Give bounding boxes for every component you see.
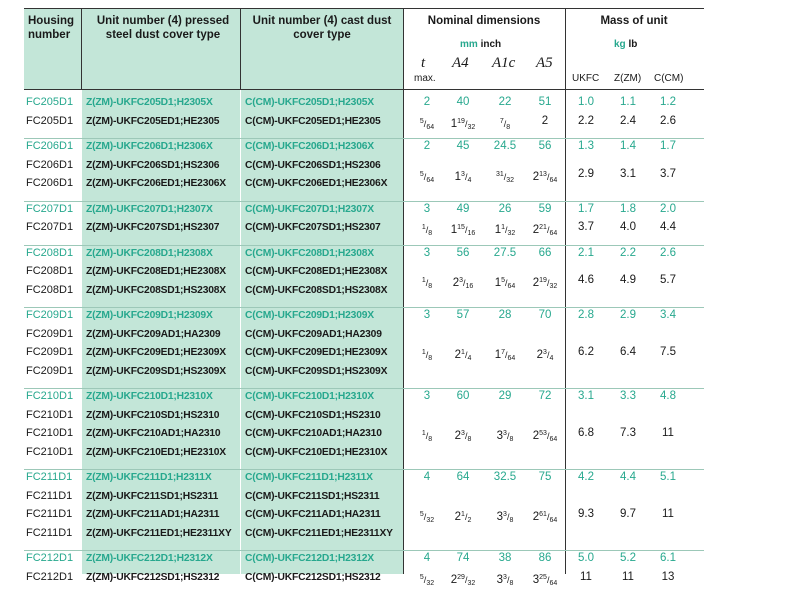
mass-zzm-kg-cell: 2.9: [620, 309, 636, 321]
housing-header-text: Housing number: [28, 15, 74, 41]
housing-header: [28, 14, 82, 42]
mass-ccm-kg-cell: 4.8: [660, 390, 676, 402]
mass-ccm-kg-cell: 2.0: [660, 202, 676, 215]
pressed-unit-number-cell: Z(ZM)-UKFC206ED1;HE2306X: [86, 178, 226, 189]
t-max-label: max.: [414, 73, 436, 84]
dim-a4-mm-cell: 60: [456, 390, 470, 402]
cast-unit-number-cell: C(CM)-UKFC209AD1;HA2309: [245, 328, 382, 340]
cast-unit-number-cell: C(CM)-UKFC207D1;H2307X: [245, 203, 374, 215]
group-separator: [24, 550, 704, 551]
mass-ccm-lb-cell: 2.6: [660, 114, 676, 127]
dim-a1c-mm-cell: 27.5: [493, 246, 517, 259]
mass-zzm-kg-cell: 4.4: [620, 471, 636, 483]
lb-label: lb: [628, 39, 638, 50]
mass-ukfc-lb-cell: 2.2: [578, 114, 594, 127]
pressed-unit-number-cell: Z(ZM)-UKFC208ED1;HE2308X: [86, 266, 226, 277]
mass-zzm-lb-cell: 3.1: [620, 167, 636, 180]
dim-a1c-inch-cell: $3^3/8$: [496, 430, 514, 443]
nominal-header-text: Nominal dimensions: [427, 15, 541, 27]
dim-t-inch-cell: $^1$/8: [421, 349, 433, 362]
housing-number-cell: FC209D1: [26, 327, 74, 340]
zzm-label: Z(ZM): [614, 73, 642, 84]
housing-number-cell: FC212D1: [26, 570, 74, 583]
dim-a5-mm-cell: 72: [538, 390, 552, 402]
dim-a1c-inch-cell: $1^5/64$: [494, 277, 516, 291]
housing-number-cell: FC205D1: [26, 96, 74, 108]
mass-zzm-lb-cell: 11: [622, 570, 634, 583]
header-divider-4: [565, 8, 566, 574]
cast-unit-number-cell: C(CM)-UKFC210D1;H2310X: [245, 391, 374, 402]
cast-unit-number-cell: C(CM)-UKFC207SD1;HS2307: [245, 222, 381, 233]
mass-zzm-kg-cell: 1.4: [620, 140, 636, 152]
cast-unit-number-cell: C(CM)-UKFC208SD1;HS2308X: [245, 284, 388, 296]
pressed-unit-number-cell: Z(ZM)-UKFC210D1;H2310X: [86, 391, 213, 402]
mass-ukfc-lb-cell: 2.9: [578, 167, 594, 180]
dim-a5-inch-cell: $2^{53}/64$: [532, 430, 558, 443]
mass-ukfc-kg-cell: 1.7: [578, 202, 594, 215]
mass-header-text: Mass of unit: [600, 15, 668, 27]
cast-unit-number-cell: C(CM)-UKFC205D1;H2305X: [245, 97, 374, 108]
dim-t-inch-cell: $^1$/8: [421, 430, 433, 443]
dim-a5-inch-cell: $2^{19}/32$: [532, 277, 558, 291]
mass-ccm-kg-cell: 5.1: [660, 471, 676, 483]
unit-kg-lb: [614, 39, 637, 50]
ukfc-label: UKFC: [572, 73, 600, 84]
pressed-unit-number-cell: Z(ZM)-UKFC210AD1;HA2310: [86, 428, 221, 439]
mass-ukfc-lb-cell: 4.6: [578, 274, 594, 287]
group-separator: [24, 138, 704, 139]
pressed-unit-number-cell: Z(ZM)-UKFC209ED1;HE2309X: [86, 347, 226, 358]
housing-number-cell: FC206D1: [26, 177, 74, 189]
nominal-header: [404, 14, 564, 28]
pressed-unit-number-cell: Z(ZM)-UKFC210ED1;HE2310X: [86, 446, 226, 458]
mass-ccm-lb-cell: 3.7: [660, 167, 676, 180]
mass-ccm-kg-cell: 1.7: [660, 140, 676, 152]
mass-zzm-lb-cell: 4.9: [620, 274, 636, 287]
dim-t-inch-cell: $^5$/32: [419, 511, 435, 524]
pressed-unit-number-cell: Z(ZM)-UKFC209SD1;HS2309X: [86, 365, 226, 377]
dim-a1c-inch-cell: $1^1/32$: [494, 224, 516, 237]
cast-unit-number-cell: C(CM)-UKFC209D1;H2309X: [245, 310, 374, 321]
mass-ukfc-lb-cell: 6.8: [578, 427, 594, 439]
mass-zzm-lb-cell: 2.4: [620, 114, 636, 127]
housing-number-cell: FC206D1: [26, 158, 74, 171]
dim-a4-mm-cell: 64: [456, 471, 470, 483]
mass-ukfc-kg-cell: 5.0: [578, 552, 594, 564]
mass-zzm-kg-cell: 1.8: [620, 202, 636, 215]
dim-t-inch-cell: $^5$/64: [419, 170, 435, 184]
cast-unit-number-cell: C(CM)-UKFC206ED1;HE2306X: [245, 178, 388, 189]
housing-number-cell: FC210D1: [26, 427, 74, 439]
mass-ukfc-lb-cell: 11: [580, 570, 592, 583]
cast-unit-number-cell: C(CM)-UKFC208ED1;HE2308X: [245, 266, 388, 277]
mass-ukfc-kg-cell: 1.0: [578, 96, 594, 108]
cast-header: [248, 14, 396, 42]
pressed-unit-number-cell: Z(ZM)-UKFC205D1;H2305X: [86, 97, 213, 108]
pressed-unit-number-cell: Z(ZM)-UKFC210SD1;HS2310: [86, 409, 220, 421]
dim-a4-inch-cell: $1^{19}/32$: [450, 117, 476, 131]
header-divider-3: [403, 8, 404, 574]
dim-a5-mm-cell: 59: [538, 202, 552, 215]
group-separator: [24, 201, 704, 202]
dim-t-mm-cell: 2: [423, 96, 431, 108]
pressed-unit-number-cell: Z(ZM)-UKFC206D1;H2306X: [86, 141, 213, 152]
cast-unit-number-cell: C(CM)-UKFC210ED1;HE2310X: [245, 446, 388, 458]
mass-ccm-lb-cell: 4.4: [660, 221, 676, 233]
mass-zzm-kg-cell: 2.2: [620, 246, 636, 259]
housing-number-cell: FC208D1: [26, 265, 74, 277]
housing-number-cell: FC211D1: [26, 526, 73, 539]
pressed-unit-number-cell: Z(ZM)-UKFC212D1;H2312X: [86, 553, 213, 564]
mass-ukfc-kg-cell: 1.3: [578, 140, 594, 152]
dim-a1c-mm-cell: 28: [498, 309, 512, 321]
dim-a5-mm-cell: 86: [538, 552, 552, 564]
cast-unit-number-cell: C(CM)-UKFC210AD1;HA2310: [245, 428, 382, 439]
housing-number-cell: FC207D1: [26, 221, 74, 233]
mm-label: mm: [460, 39, 478, 50]
mass-zzm-kg-cell: 5.2: [620, 552, 636, 564]
housing-number-cell: FC207D1: [26, 202, 74, 215]
pressed-unit-number-cell: Z(ZM)-UKFC207SD1;HS2307: [86, 222, 220, 233]
a5-text: A5: [536, 55, 553, 71]
housing-number-cell: FC212D1: [26, 552, 74, 564]
dim-t-mm-cell: 3: [423, 202, 431, 215]
cast-unit-number-cell: C(CM)-UKFC209ED1;HE2309X: [245, 347, 388, 358]
cast-unit-number-cell: C(CM)-UKFC206SD1;HS2306: [245, 159, 381, 171]
group-separator: [24, 388, 704, 389]
mass-ukfc-kg-cell: 2.1: [578, 246, 594, 259]
dim-t-mm-cell: 3: [423, 309, 431, 321]
dim-a4-inch-cell: $2^1/4$: [454, 349, 472, 362]
group-separator: [24, 307, 704, 308]
pressed-unit-number-cell: Z(ZM)-UKFC207D1;H2307X: [86, 203, 213, 215]
a1c-text: A1c: [492, 55, 516, 71]
mass-ccm-kg-cell: 3.4: [660, 309, 676, 321]
pressed-unit-number-cell: Z(ZM)-UKFC209D1;H2309X: [86, 310, 213, 321]
dim-a5-inch-cell: $2^{21}/64$: [532, 224, 558, 237]
cast-unit-number-cell: C(CM)-UKFC211D1;H2311X: [245, 472, 373, 483]
dim-t-mm-cell: 2: [423, 140, 431, 152]
cast-unit-number-cell: C(CM)-UKFC212SD1;HS2312: [245, 571, 381, 583]
cast-unit-number-cell: C(CM)-UKFC205ED1;HE2305: [245, 115, 381, 127]
cast-unit-number-cell: C(CM)-UKFC208D1;H2308X: [245, 247, 374, 259]
header-divider-2: [240, 8, 241, 89]
a5-symbol: [536, 55, 553, 72]
dim-t-inch-cell: $^1$/8: [421, 277, 433, 291]
cast-unit-number-cell: C(CM)-UKFC206D1;H2306X: [245, 141, 374, 152]
dim-a4-mm-cell: 45: [456, 140, 470, 152]
housing-number-cell: FC211D1: [26, 508, 73, 520]
dim-t-mm-cell: 3: [423, 390, 431, 402]
dim-a5-mm-cell: 56: [538, 140, 552, 152]
dim-a4-mm-cell: 40: [456, 96, 470, 108]
pressed-unit-number-cell: Z(ZM)-UKFC205ED1;HE2305: [86, 115, 220, 127]
pressed-unit-number-cell: Z(ZM)-UKFC212SD1;HS2312: [86, 571, 220, 583]
group-separator: [24, 245, 704, 246]
mass-zzm-lb-cell: 4.0: [620, 221, 636, 233]
cast-unit-number-cell: C(CM)-UKFC211AD1;HA2311: [245, 509, 381, 520]
dim-a1c-inch-cell: $3^3/8$: [496, 573, 514, 587]
pressed-unit-number-cell: Z(ZM)-UKFC211SD1;HS2311: [86, 490, 219, 502]
dim-a5-mm-cell: 75: [538, 471, 552, 483]
dim-a4-inch-cell: $2^{29}/32$: [450, 573, 476, 587]
mass-ccm-lb-cell: 11: [662, 427, 674, 439]
mass-ukfc-kg-cell: 4.2: [578, 471, 594, 483]
dim-a5-inch-cell: 2: [541, 114, 549, 127]
unit-mm-inch: [460, 39, 501, 50]
cast-unit-number-cell: C(CM)-UKFC210SD1;HS2310: [245, 409, 381, 421]
housing-number-cell: FC211D1: [26, 471, 73, 483]
housing-number-cell: FC210D1: [26, 390, 74, 402]
mass-zzm-lb-cell: 7.3: [620, 427, 636, 439]
dim-t-mm-cell: 4: [423, 552, 431, 564]
cast-unit-number-cell: C(CM)-UKFC209SD1;HS2309X: [245, 365, 388, 377]
housing-number-cell: FC205D1: [26, 114, 74, 127]
mass-zzm-kg-cell: 3.3: [620, 390, 636, 402]
cast-unit-number-cell: C(CM)-UKFC211ED1;HE2311XY: [245, 527, 393, 539]
pressed-unit-number-cell: Z(ZM)-UKFC211ED1;HE2311XY: [86, 527, 232, 539]
housing-number-cell: FC209D1: [26, 346, 74, 358]
mass-ukfc-kg-cell: 2.8: [578, 309, 594, 321]
kg-label: kg: [614, 39, 626, 50]
dim-a1c-mm-cell: 26: [498, 202, 512, 215]
housing-number-cell: FC210D1: [26, 408, 74, 421]
housing-number-cell: FC211D1: [26, 489, 73, 502]
dim-t-inch-cell: $^5$/64: [419, 117, 435, 131]
mass-zzm-lb-cell: 6.4: [620, 346, 636, 358]
inch-label: inch: [480, 39, 502, 50]
a4-text: A4: [452, 55, 469, 71]
dim-a1c-inch-cell: $3^3/8$: [496, 511, 514, 524]
dim-a4-mm-cell: 74: [456, 552, 470, 564]
housing-number-cell: FC206D1: [26, 140, 74, 152]
pressed-unit-number-cell: Z(ZM)-UKFC206SD1;HS2306: [86, 159, 220, 171]
dim-a1c-inch-cell: $^7$/8: [499, 117, 511, 131]
mass-ukfc-kg-cell: 3.1: [578, 390, 594, 402]
t-symbol: t: [421, 55, 426, 71]
dim-a4-mm-cell: 57: [456, 309, 470, 321]
pressed-unit-number-cell: Z(ZM)-UKFC209AD1;HA2309: [86, 328, 221, 340]
dim-a4-inch-cell: $1^{15}/16$: [450, 224, 476, 237]
dim-a4-inch-cell: $2^3/16$: [452, 277, 474, 291]
dim-a4-inch-cell: $2^1/2$: [454, 511, 472, 524]
dim-a1c-inch-cell: $^{31}$/32: [495, 170, 515, 184]
mass-ukfc-lb-cell: 6.2: [578, 346, 594, 358]
pressed-unit-number-cell: Z(ZM)-UKFC211D1;H2311X: [86, 472, 212, 483]
dim-a1c-mm-cell: 32.5: [493, 471, 517, 483]
mass-ukfc-lb-cell: 3.7: [578, 221, 594, 233]
dim-t-inch-cell: $^5$/32: [419, 573, 435, 587]
dim-a1c-mm-cell: 29: [498, 390, 512, 402]
dim-a4-mm-cell: 56: [456, 246, 470, 259]
dim-t-mm-cell: 4: [423, 471, 431, 483]
dim-a5-inch-cell: $2^{61}/64$: [532, 511, 558, 524]
ccm-label: C(CM): [654, 73, 684, 84]
dim-a1c-mm-cell: 38: [498, 552, 512, 564]
dim-a5-mm-cell: 66: [538, 246, 552, 259]
dim-t-mm-cell: 3: [423, 246, 431, 259]
housing-number-cell: FC209D1: [26, 309, 74, 321]
mass-ukfc-lb-cell: 9.3: [578, 508, 594, 520]
dim-a5-inch-cell: $2^3/4$: [536, 349, 554, 362]
dim-a5-mm-cell: 51: [538, 96, 552, 108]
mass-ccm-lb-cell: 5.7: [660, 274, 676, 287]
pressed-unit-number-cell: Z(ZM)-UKFC208SD1;HS2308X: [86, 284, 226, 296]
housing-number-cell: FC209D1: [26, 364, 74, 377]
housing-number-cell: FC210D1: [26, 445, 74, 458]
mass-ccm-lb-cell: 13: [661, 570, 675, 583]
dim-a4-inch-cell: $1^3/4$: [454, 170, 472, 184]
dim-a1c-mm-cell: 24.5: [493, 140, 517, 152]
header-bottom-rule: [24, 89, 704, 90]
housing-number-cell: FC208D1: [26, 283, 74, 296]
cast-unit-number-cell: C(CM)-UKFC211SD1;HS2311: [245, 490, 380, 502]
pressed-header-text: Unit number (4) pressed steel dust cover type: [96, 15, 230, 41]
pressed-header: [90, 14, 236, 42]
a1c-symbol: [492, 55, 515, 72]
dim-a1c-inch-cell: $1^7/64$: [494, 349, 516, 362]
dim-a1c-mm-cell: 22: [498, 96, 512, 108]
dim-a4-mm-cell: 49: [456, 202, 470, 215]
mass-ccm-lb-cell: 7.5: [660, 346, 676, 358]
mass-zzm-kg-cell: 1.1: [620, 96, 636, 108]
cast-header-text: Unit number (4) cast dust cover type: [252, 15, 392, 41]
housing-number-cell: FC208D1: [26, 246, 74, 259]
pressed-unit-number-cell: Z(ZM)-UKFC208D1;H2308X: [86, 247, 213, 259]
dim-a5-inch-cell: $3^{25}/64$: [532, 573, 558, 587]
mass-ccm-lb-cell: 11: [662, 508, 674, 520]
dim-a5-inch-cell: $2^{13}/64$: [532, 170, 558, 184]
mass-ccm-kg-cell: 6.1: [660, 552, 676, 564]
mass-ccm-kg-cell: 1.2: [660, 96, 676, 108]
group-separator: [24, 469, 704, 470]
mass-ccm-kg-cell: 2.6: [660, 246, 676, 259]
dim-a5-mm-cell: 70: [538, 309, 552, 321]
header-divider-1: [81, 8, 82, 89]
pressed-unit-number-cell: Z(ZM)-UKFC211AD1;HA2311: [86, 509, 220, 520]
mass-header: [566, 14, 702, 28]
cast-unit-number-cell: C(CM)-UKFC212D1;H2312X: [245, 553, 374, 564]
dim-a4-inch-cell: $2^3/8$: [454, 430, 472, 443]
a4-symbol: [452, 55, 469, 72]
mass-zzm-lb-cell: 9.7: [620, 508, 636, 520]
dim-t-inch-cell: $^1$/8: [421, 224, 433, 237]
top-rule: [24, 8, 704, 9]
